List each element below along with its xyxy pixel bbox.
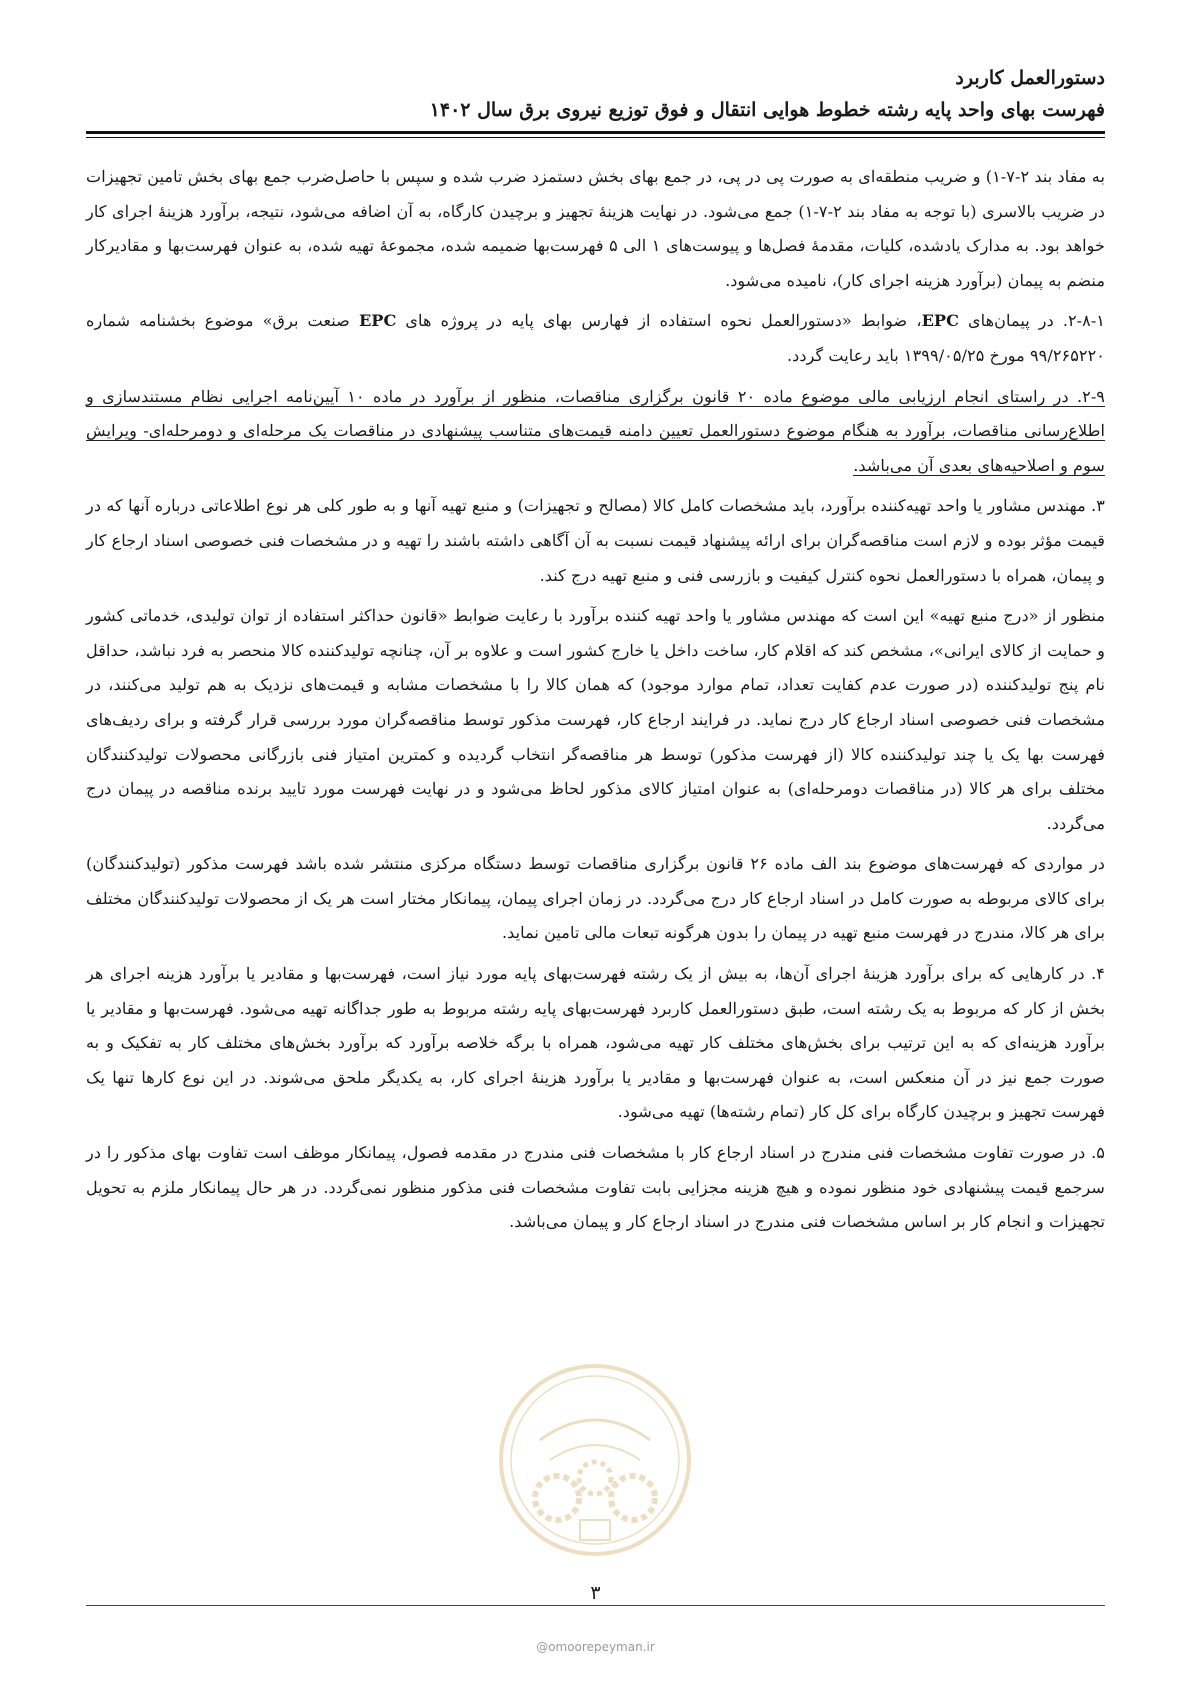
paragraph-continuation: به مفاد بند ۲-۷-۱) و ضریب منطقه‌ای به صورت پی در پی، در جمع بهای بخش دستمزد ضرب شده و سپس با حاصل‌ضرب جمع بهای بخش تامین تجهیزات در ضریب بالاسری (با توجه به مفاد بند ۲-۷-۱) جمع می‌شود. در نهایت هزینهٔ تجهیز و برچیدن کارگاه، به آن اضافه می‌شود، نتیجه، برآورد هزینهٔ اجرای کار خواهد بود. به مدارک یادشده، کلیات، مقدمهٔ فصل‌ها و پیوست‌های ۱ الی ۵ فهرست‌بها ضمیمه شده، مجموعهٔ تهیه شده، به عنوان فهرست‌بها و مقادیرکار منضم به پیمان (برآورد هزینه اجرای کار)، نامیده می‌شود. xyxy=(86,167,1106,290)
header-rule-thin xyxy=(86,137,1105,138)
paragraph-article-26: در مواردی که فهرست‌های موضوع بند الف ماده ۲۶ قانون برگزاری مناقصات توسط دستگاه مرکزی منتشر شده باشد فهرست مذکور (تولیدکنندگان) برای کالای مربوطه به صورت کامل در اسناد ارجاع کار درج می‌گردد. در زمان اجرای پیمان، پیمانکار مختار است هر یک از محصولات تولیدکنندگان مختلف برای هر کالا، مندرج در فهرست منبع تهیه در پیمان را بدون هرگونه تبعات مالی تامین نماید. xyxy=(86,854,1105,943)
page-number: ۳ xyxy=(590,1582,601,1604)
paragraph-2-8-1-part2: ، ضوابط «دستورالعمل نحوه استفاده از فهارس بهای پایه در پروژه های xyxy=(405,311,922,331)
document-title: دستورالعمل کاربرد xyxy=(955,67,1105,89)
paragraph-4: ۴. در کارهایی که برای برآورد هزینهٔ اجرای آن‌ها، به بیش از یک رشته فهرست‌بهای پایه مورد نیاز است، فهرست‌بها و مقادیر یا برآورد هزینه اجرای هر بخش از کار که مربوط به یک رشته است، طبق دستورالعمل کاربرد فهرست‌بهای پایه رشته مربوط به طور جداگانه تهیه می‌شود. فهرست‌بها و مقادیر یا برآورد هزینه‌ای که به این ترتیب برای بخش‌های مختلف کار تهیه می‌شود، همراه با برگه خلاصه برآورد که برآورد بخش‌های مختلف کار به تفکیک و به صورت جمع نیز در آن منعکس است، به عنوان فهرست‌بها و مقادیر یا برآورد هزینهٔ اجرای کار، به یکدیگر ملحق می‌شوند. در این نوع کارها تنها یک فهرست تجهیز و برچیدن کارگاه برای کل کار (تمام رشته‌ها) تهیه می‌شود. xyxy=(86,964,1105,1122)
site-watermark-url: @omoorepeyman.ir xyxy=(536,1640,655,1654)
paragraph-2-8-1-part3: صنعت برق» موضوع بخشنامه شماره ۹۹/۲۶۵۲۲۰ مورخ ۱۳۹۹/۰۵/۲۵ باید رعایت گردد. xyxy=(86,311,1105,365)
omoore-peyman-watermark-logo xyxy=(495,1360,695,1560)
header-rule-thick xyxy=(86,131,1105,134)
document-subtitle: فهرست بهای واحد پایه رشته خطوط هوایی انتقال و فوق توزیع نیروی برق سال ۱۴۰۲ xyxy=(429,99,1105,121)
paragraph-2-8-1-part1: ۲-۸-۱. در پیمان‌های xyxy=(968,311,1105,331)
paragraph-3: ۳. مهندس مشاور یا واحد تهیه‌کننده برآورد، باید مشخصات کامل کالا (مصالح و تجهیزات) و منبع تهیه آنها و به طور کلی هر نوع اطلاعاتی درباره آنها که در قیمت مؤثر بوده و لازم است مناقصه‌گران برای ارائه پیشنهاد قیمت نسبت به آن آگاهی داشته باشند را تهیه و در مشخصات فنی خصوصی اسناد ارجاع کار و پیمان، همراه با دستورالعمل نحوه کنترل کیفیت و بازرسی فنی و منبع تهیه درج کند. xyxy=(86,496,1105,585)
paragraph-2-9 xyxy=(86,380,1105,484)
epc-term: EPC xyxy=(921,311,959,331)
paragraph-supply-source: منظور از «درج منبع تهیه» این است که مهندس مشاور یا واحد تهیه کننده برآورد با رعایت ضوابط «قانون حداکثر استفاده از توان تولیدی، خدماتی کشور و حمایت از کالای ایرانی»، مشخص کند که اقلام کار، ساخت داخل یا خارج کشور است و علاوه بر آن، چنانچه تولیدکننده کالا منحصر به فرد نباشد، حداقل نام پنج تولیدکننده (در صورت عدم کفایت تعداد، تمام موارد موجود) که همان کالا را با مشخصات مشابه و قیمت‌های نزدیک به هم تولید می‌کنند، در مشخصات فنی خصوصی اسناد ارجاع کار درج نماید. در فرایند ارجاع کار، فهرست مذکور توسط مناقصه‌گران مورد بررسی قرار گرفته و برای ردیف‌های فهرست بها یک یا چند تولیدکننده کالا (از فهرست مذکور) توسط هر مناقصه‌گر انتخاب گردیده و کمترین امتیاز فنی بازرگانی محصولات تولیدکنندگان مختلف برای هر کالا (در مناقصات دومرحله‌ای) به عنوان امتیاز کالای مذکور لحاظ می‌شود و در نهایت فهرست مورد تایید برنده مناقصه در پیمان درج می‌گردد. xyxy=(86,606,1105,833)
paragraph-2-8-1 xyxy=(86,304,1105,373)
footer-rule xyxy=(86,1605,1105,1606)
epc-term: EPC xyxy=(358,311,397,331)
document-body xyxy=(86,160,1105,1246)
paragraph-5: ۵. در صورت تفاوت مشخصات فنی مندرج در اسناد ارجاع کار با مشخصات فنی مندرج در مقدمه فصول، پیمانکار موظف است تفاوت بهای مذکور را در سرجمع قیمت پیشنهادی خود منظور نموده و هیچ هزینه مجزایی بابت تفاوت مشخصات فنی مذکور منظور نمی‌گردد. در هر حال پیمانکار ملزم به تحویل تجهیزات و انجام کار بر اساس مشخصات فنی مندرج در اسناد ارجاع کار و پیمان می‌باشد. xyxy=(86,1143,1105,1232)
paragraph-2-9-text: ۲-۹. در راستای انجام ارزیابی مالی موضوع ماده ۲۰ قانون برگزاری مناقصات، منظور از برآورد در ماده ۱۰ آیین‌نامه اجرایی نظام مستندسازی و اطلاع‌رسانی مناقصات، برآورد به هنگام موضوع دستورالعمل تعیین دامنه قیمت‌های متناسب پیشنهادی در مناقصات یک مرحله‌ای و دومرحله‌ای- ویرایش سوم و اصلاحیه‌های بعدی آن می‌باشد. xyxy=(86,386,1105,475)
page-header xyxy=(86,62,1105,126)
